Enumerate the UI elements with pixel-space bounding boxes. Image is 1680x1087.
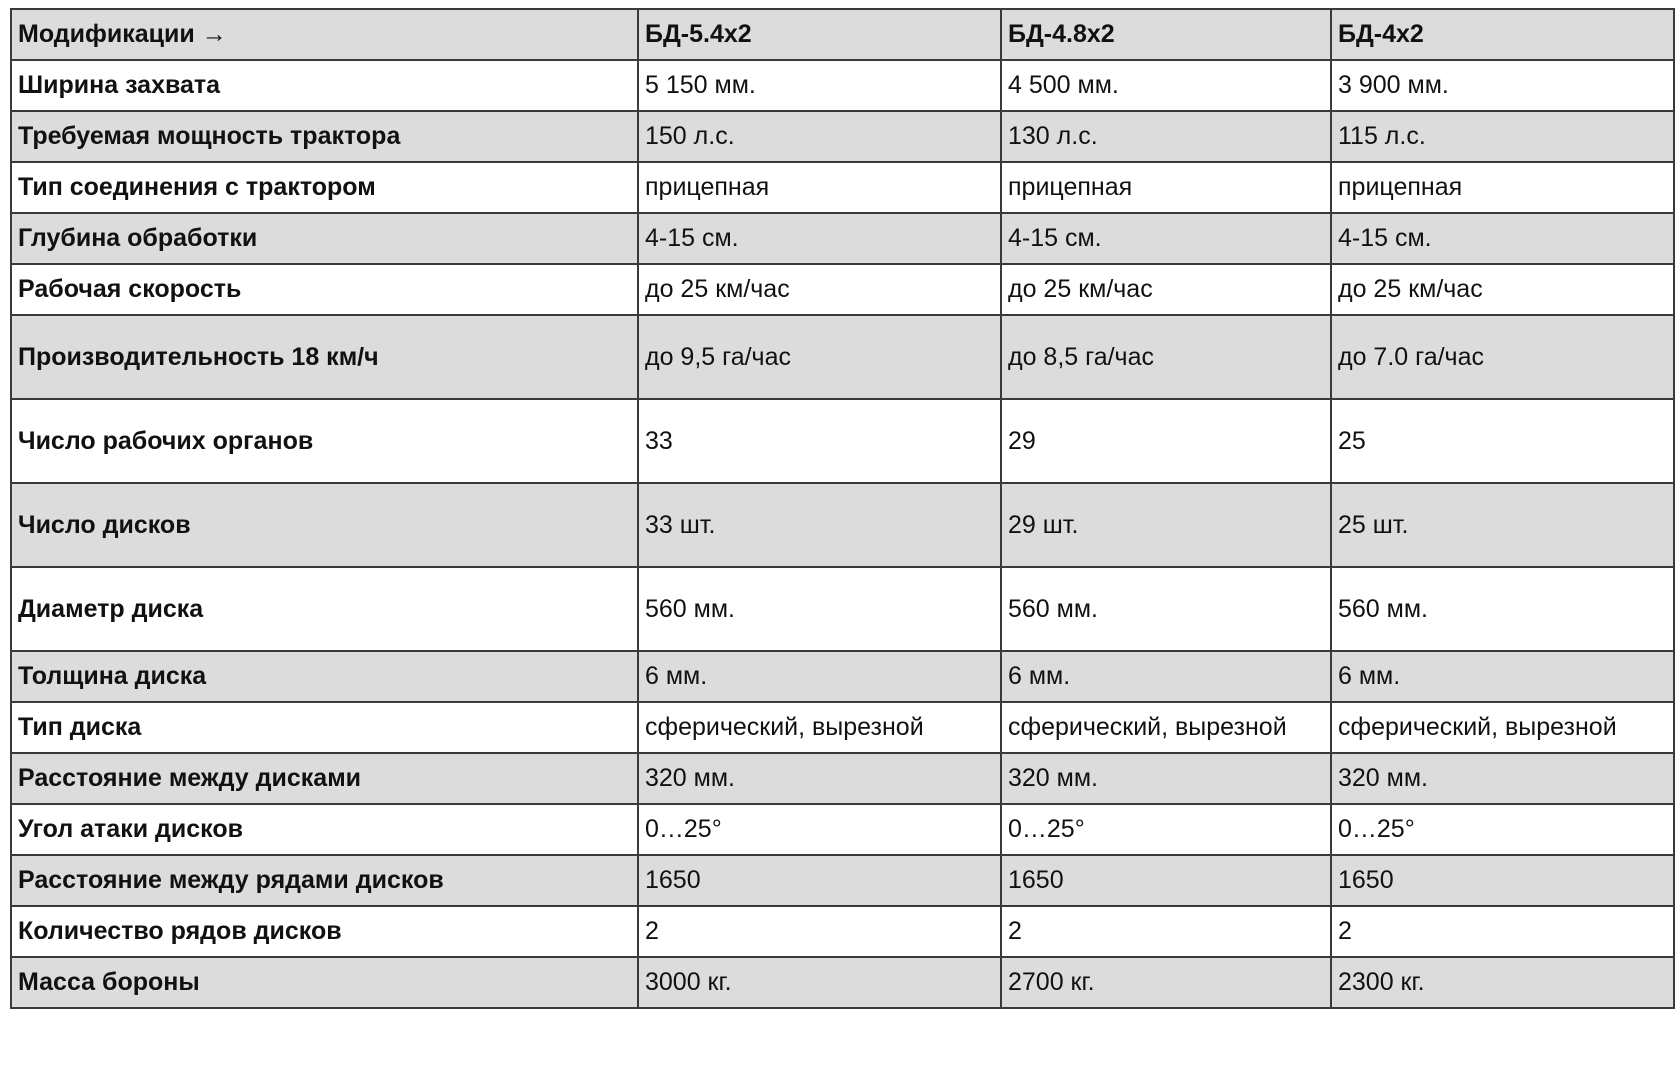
row-value: 6 мм. <box>1001 651 1331 702</box>
spec-table <box>10 8 1675 1009</box>
row-value: 29 шт. <box>1001 483 1331 567</box>
row-value: 4 500 мм. <box>1001 60 1331 111</box>
row-label: Масса бороны <box>11 957 638 1008</box>
table-row <box>11 651 1674 702</box>
table-row <box>11 483 1674 567</box>
table-row <box>11 957 1674 1008</box>
row-value: 1650 <box>638 855 1001 906</box>
row-value: 33 шт. <box>638 483 1001 567</box>
row-label: Расстояние между дисками <box>11 753 638 804</box>
row-value: 320 мм. <box>638 753 1001 804</box>
row-label: Угол атаки дисков <box>11 804 638 855</box>
table-row <box>11 855 1674 906</box>
row-label: Требуемая мощность трактора <box>11 111 638 162</box>
row-value: 320 мм. <box>1001 753 1331 804</box>
row-value: сферический, вырезной <box>1001 702 1331 753</box>
table-row <box>11 162 1674 213</box>
row-value: 4-15 см. <box>1001 213 1331 264</box>
row-value: 3000 кг. <box>638 957 1001 1008</box>
row-value: до 25 км/час <box>1331 264 1674 315</box>
row-value: до 7.0 га/час <box>1331 315 1674 399</box>
row-value: 4-15 см. <box>638 213 1001 264</box>
table-row <box>11 567 1674 651</box>
row-value: 25 шт. <box>1331 483 1674 567</box>
row-value: 2 <box>1331 906 1674 957</box>
row-value: 0…25° <box>1001 804 1331 855</box>
table-row <box>11 906 1674 957</box>
table-row <box>11 264 1674 315</box>
row-value: 6 мм. <box>1331 651 1674 702</box>
spec-table-body <box>11 9 1674 1008</box>
row-value: 2300 кг. <box>1331 957 1674 1008</box>
row-value: до 25 км/час <box>1001 264 1331 315</box>
row-value: 560 мм. <box>638 567 1001 651</box>
row-value: 33 <box>638 399 1001 483</box>
row-value: 3 900 мм. <box>1331 60 1674 111</box>
model-header: БД-5.4х2 <box>638 9 1001 60</box>
table-row <box>11 315 1674 399</box>
row-value: 150 л.с. <box>638 111 1001 162</box>
header-row <box>11 9 1674 60</box>
table-row <box>11 804 1674 855</box>
row-value: 25 <box>1331 399 1674 483</box>
table-row <box>11 702 1674 753</box>
row-value: 29 <box>1001 399 1331 483</box>
table-row <box>11 60 1674 111</box>
row-value: до 8,5 га/час <box>1001 315 1331 399</box>
row-label: Число дисков <box>11 483 638 567</box>
row-label: Производительность 18 км/ч <box>11 315 638 399</box>
row-value: 5 150 мм. <box>638 60 1001 111</box>
row-label: Диаметр диска <box>11 567 638 651</box>
row-value: сферический, вырезной <box>638 702 1001 753</box>
table-row <box>11 111 1674 162</box>
row-value: 6 мм. <box>638 651 1001 702</box>
row-label: Тип соединения с трактором <box>11 162 638 213</box>
row-value: сферический, вырезной <box>1331 702 1674 753</box>
row-value: 130 л.с. <box>1001 111 1331 162</box>
model-header: БД-4х2 <box>1331 9 1674 60</box>
table-row <box>11 213 1674 264</box>
header-label: Модификации → <box>11 9 638 60</box>
row-value: 4-15 см. <box>1331 213 1674 264</box>
row-value: 1650 <box>1331 855 1674 906</box>
row-value: до 25 км/час <box>638 264 1001 315</box>
row-label: Толщина диска <box>11 651 638 702</box>
row-label: Тип диска <box>11 702 638 753</box>
row-value: прицепная <box>1001 162 1331 213</box>
row-value: 115 л.с. <box>1331 111 1674 162</box>
row-value: до 9,5 га/час <box>638 315 1001 399</box>
row-value: 2 <box>1001 906 1331 957</box>
row-label: Количество рядов дисков <box>11 906 638 957</box>
row-label: Глубина обработки <box>11 213 638 264</box>
row-value: 2 <box>638 906 1001 957</box>
row-label: Рабочая скорость <box>11 264 638 315</box>
row-value: 0…25° <box>638 804 1001 855</box>
row-value: 0…25° <box>1331 804 1674 855</box>
row-value: 1650 <box>1001 855 1331 906</box>
row-label: Расстояние между рядами дисков <box>11 855 638 906</box>
row-label: Ширина захвата <box>11 60 638 111</box>
model-header: БД-4.8х2 <box>1001 9 1331 60</box>
row-value: 320 мм. <box>1331 753 1674 804</box>
table-row <box>11 753 1674 804</box>
row-value: прицепная <box>638 162 1001 213</box>
row-value: 2700 кг. <box>1001 957 1331 1008</box>
table-row <box>11 399 1674 483</box>
row-value: 560 мм. <box>1001 567 1331 651</box>
row-label: Число рабочих органов <box>11 399 638 483</box>
row-value: прицепная <box>1331 162 1674 213</box>
row-value: 560 мм. <box>1331 567 1674 651</box>
